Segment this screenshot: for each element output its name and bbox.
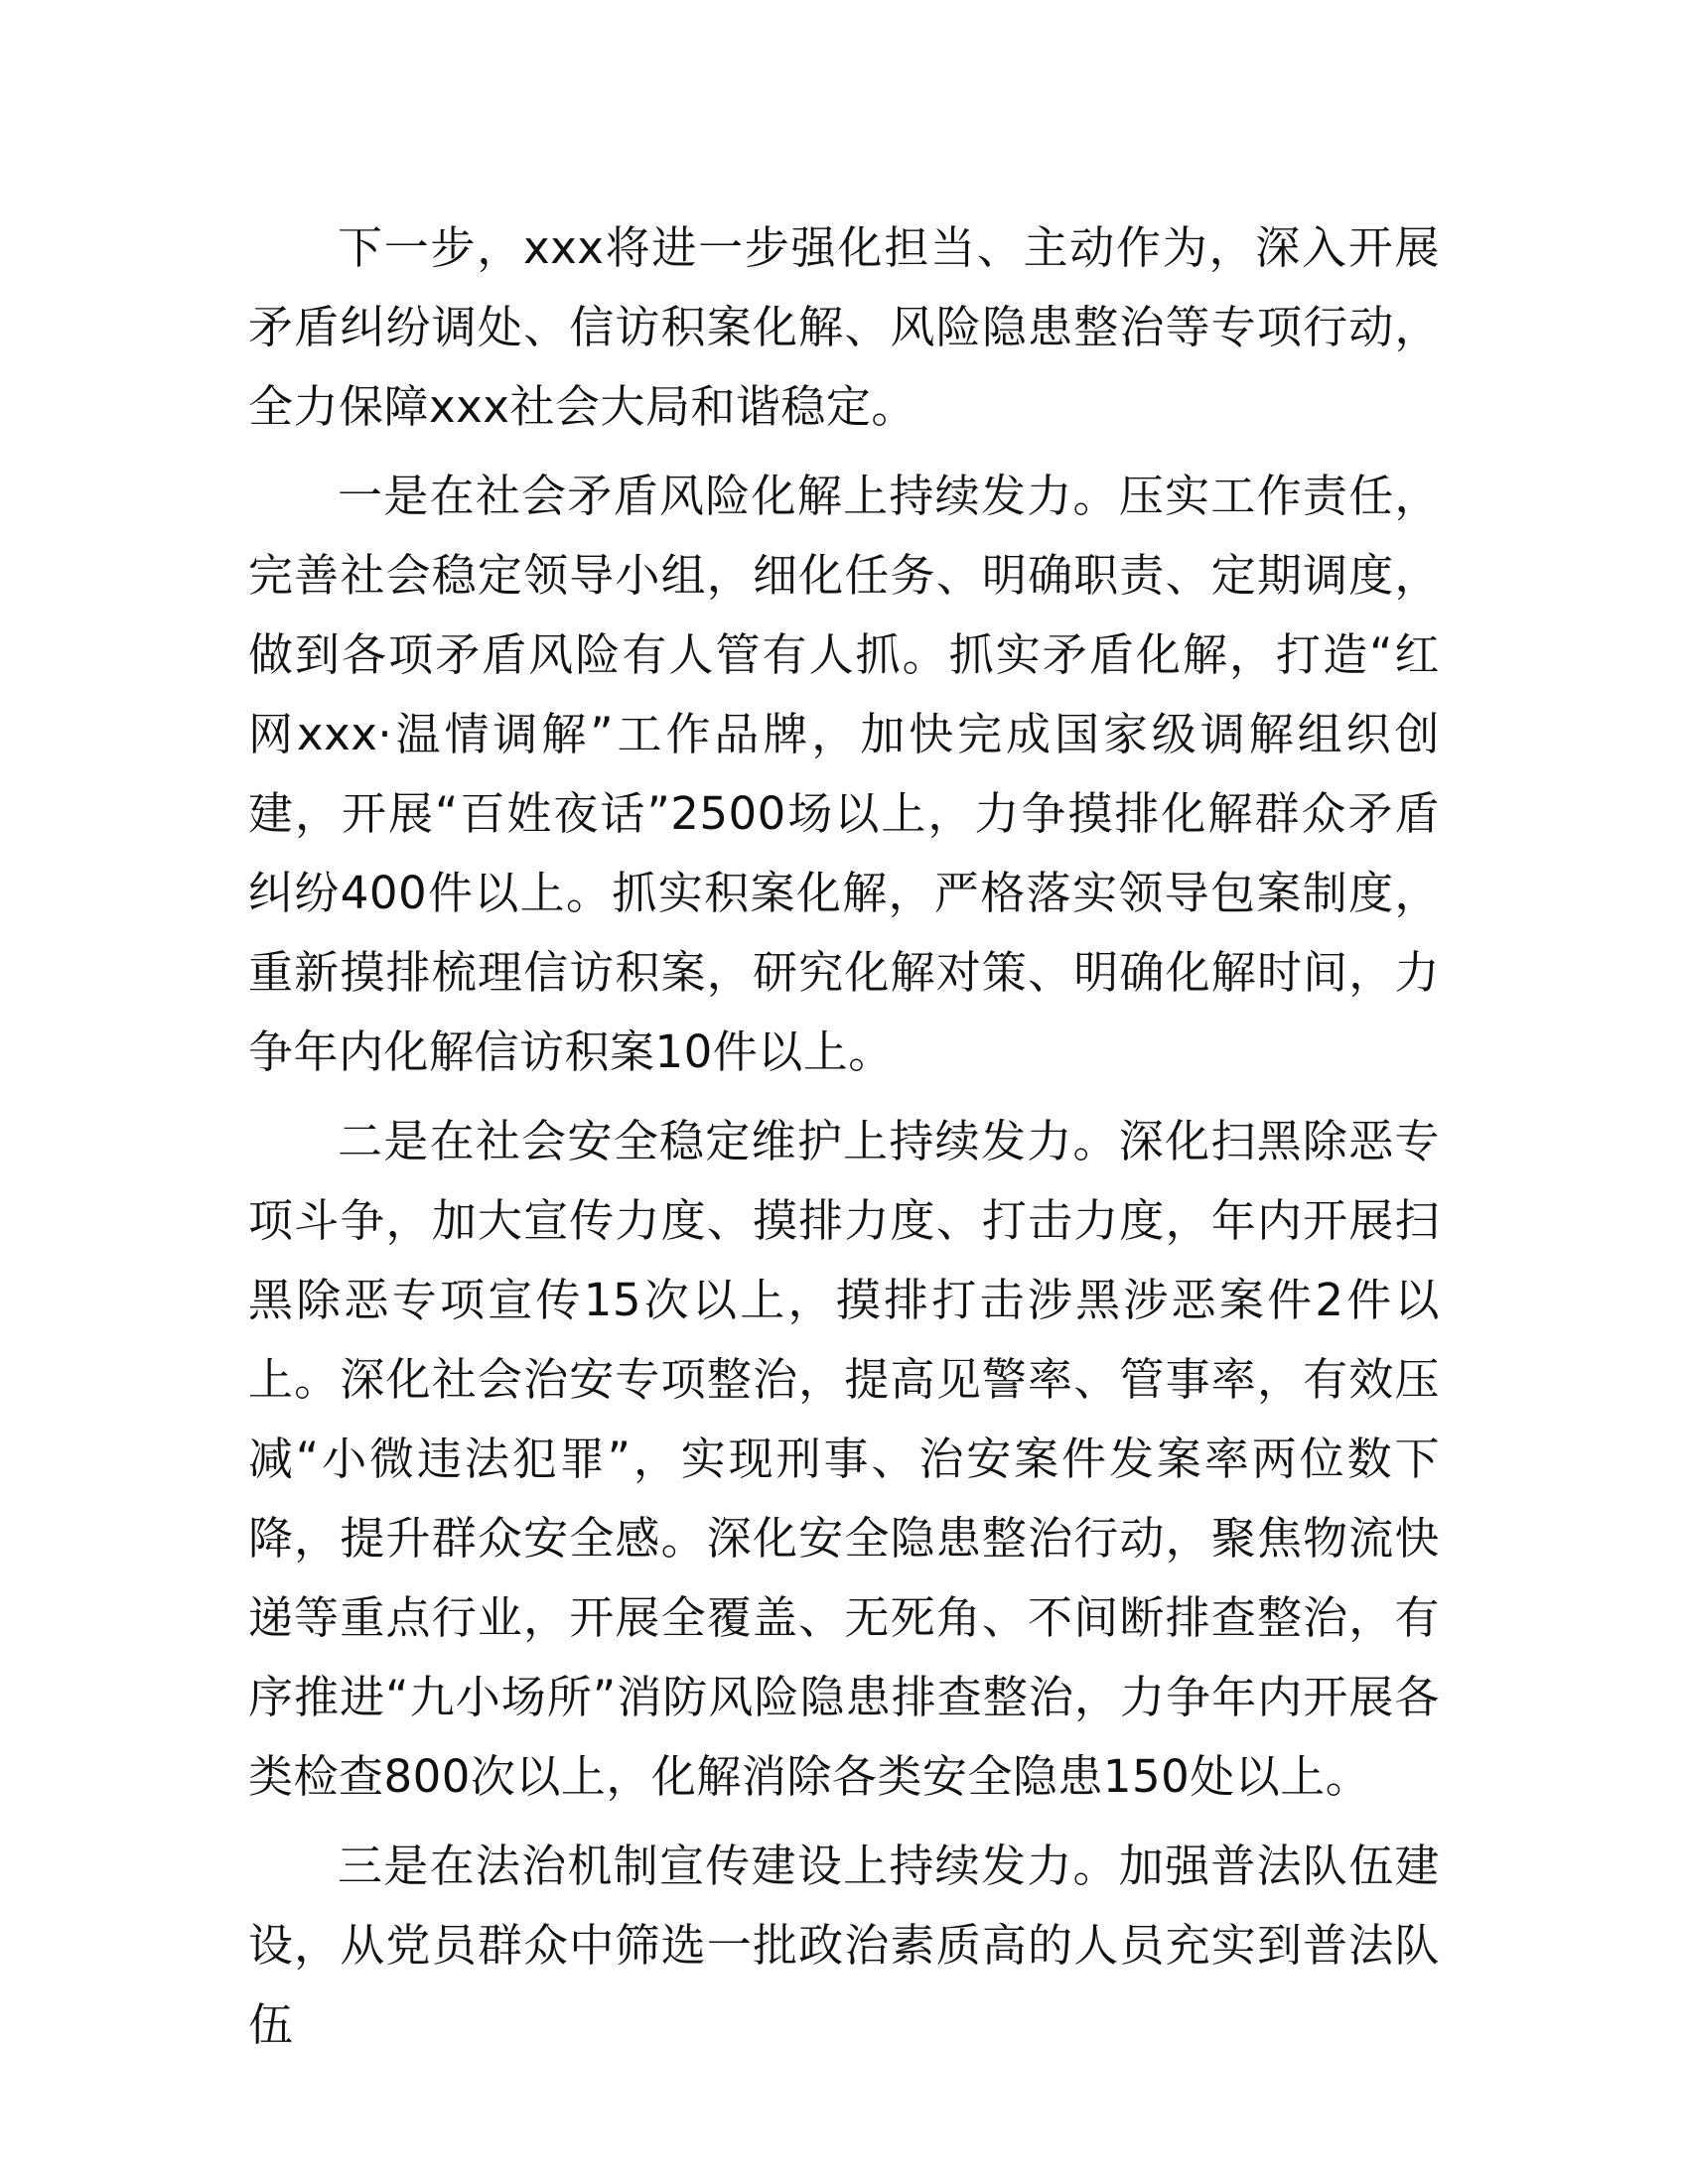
- document-body: [248, 208, 1440, 2075]
- paragraph-next-step: 下一步，xxx将进一步强化担当、主动作为，深入开展矛盾纠纷调处、信访积案化解、风险隐患整治等专项行动，全力保障xxx社会大局和谐稳定。: [248, 221, 1440, 433]
- paragraph-point-one: 一是在社会矛盾风险化解上持续发力。压实工作责任，完善社会稳定领导小组，细化任务、明确职责、定期调度，做到各项矛盾风险有人管有人抓。抓实矛盾化解，打造“红网xxx·温情调解”工作品牌，加快完成国家级调解组织创建，开展“百姓夜话”2500场以上，力争摸排化解群众矛盾纠纷400件以上。抓实积案化解，严格落实领导包案制度，重新摸排梳理信访积案，研究化解对策、明确化解时间，力争年内化解信访积案10件以上。: [248, 470, 1440, 1078]
- paragraph-point-three: 三是在法治机制宣传建设上持续发力。加强普法队伍建设，从党员群众中筛选一批政治素质高的人员充实到普法队伍: [248, 1840, 1440, 2051]
- paragraph-point-two: 二是在社会安全稳定维护上持续发力。深化扫黑除恶专项斗争，加大宣传力度、摸排力度、打击力度，年内开展扫黑除恶专项宣传15次以上，摸排打击涉黑涉恶案件2件以上。深化社会治安专项整治，提高见警率、管事率，有效压减“小微违法犯罪”，实现刑事、治安案件发案率两位数下降，提升群众安全感。深化安全隐患整治行动，聚焦物流快递等重点行业，开展全覆盖、无死角、不间断排查整治，有序推进“九小场所”消防风险隐患排查整治，力争年内开展各类检查800次以上，化解消除各类安全隐患150处以上。: [248, 1115, 1440, 1803]
